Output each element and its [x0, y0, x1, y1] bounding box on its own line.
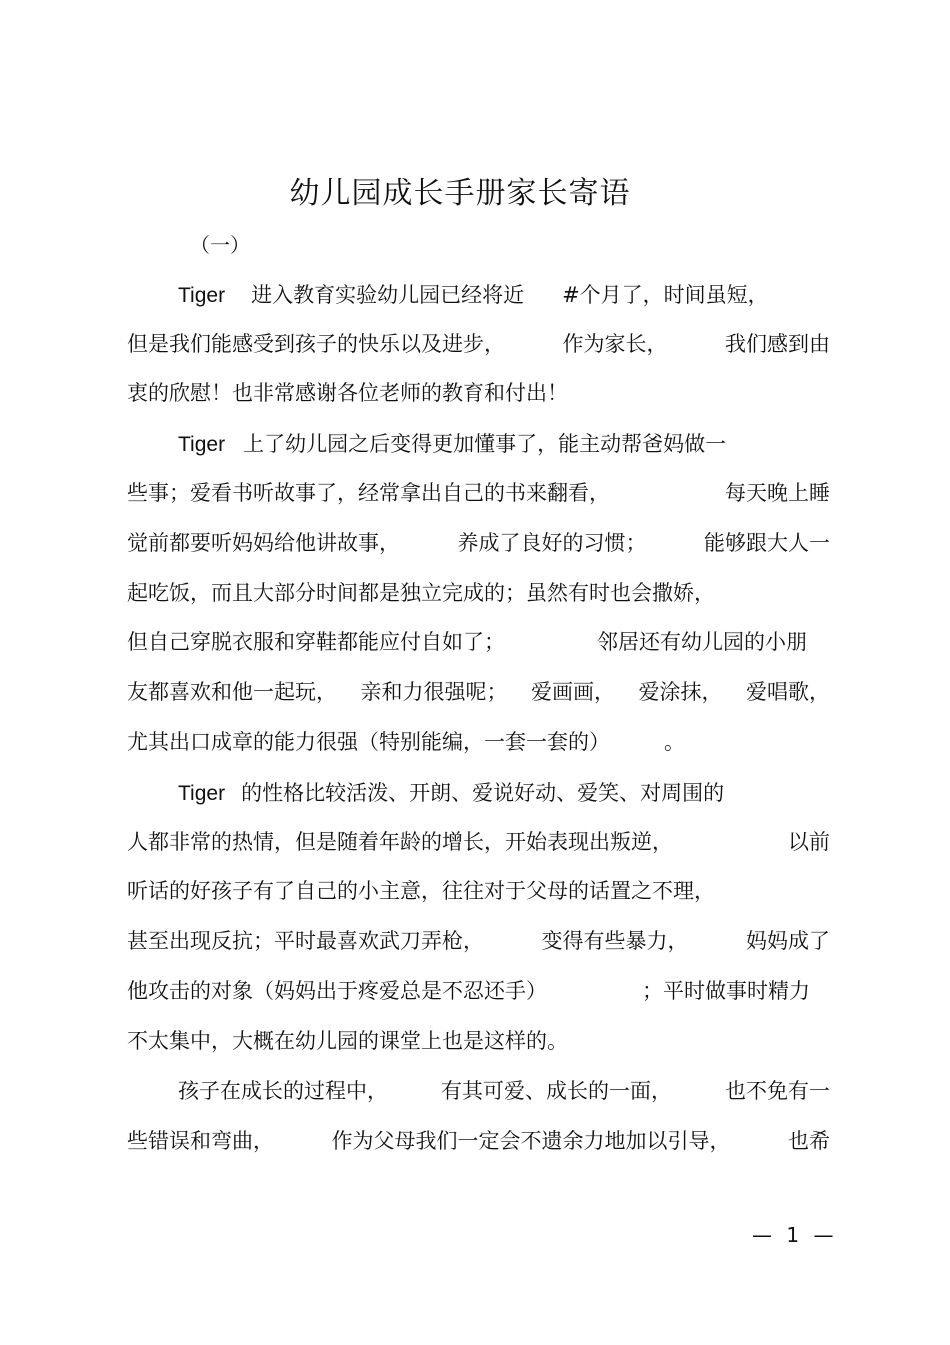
text-line: [127, 1025, 830, 1057]
section-marker: （一）: [190, 233, 250, 257]
text-segment: 。: [664, 730, 685, 754]
text-segment: 爱唱歌，: [746, 680, 830, 704]
text-segment: 能够跟大人一: [704, 531, 830, 555]
text-segment: 的性格比较活泼、开朗、爱说好动、爱笑、对周围的: [241, 781, 725, 805]
text-line: [178, 777, 830, 809]
text-segment: 人都非常的热情，但是随着年龄的增长，开始表现出叛逆，: [127, 830, 673, 854]
text-line: [127, 377, 830, 409]
text-segment: 以前: [788, 830, 830, 854]
document-title: 幼儿园成长手册家长寄语: [289, 176, 631, 211]
text-segment: 上了幼儿园之后变得更加懂事了，能主动帮爸妈做一: [243, 432, 727, 456]
text-segment: 不太集中，大概在幼儿园的课堂上也是这样的。: [127, 1029, 568, 1053]
text-line: [127, 726, 830, 758]
text-segment: 我们感到由: [725, 332, 830, 356]
text-segment: 每天晚上睡: [725, 481, 830, 505]
text-segment: #个月了，时间虽短，: [562, 283, 769, 307]
text-segment: Tiger: [178, 284, 226, 307]
text-segment: 些事；爱看书听故事了，经常拿出自己的书来翻看，: [127, 481, 610, 505]
text-segment: 他攻击的对象（妈妈出于疼爱总是不忍还手）: [127, 979, 547, 1003]
text-segment: 进入教育实验幼儿园已经将近: [251, 283, 525, 307]
text-segment: 甚至出现反抗；平时最喜欢武刀弄枪，: [127, 929, 484, 953]
text-segment: 听话的好孩子有了自己的小主意，往往对于父母的话置之不理，: [127, 879, 715, 903]
text-segment: 孩子在成长的过程中，: [178, 1079, 388, 1103]
text-segment: 爱涂抹，: [638, 680, 723, 704]
text-segment: 邻居还有幼儿园的小朋: [597, 630, 807, 654]
text-line: [127, 875, 830, 907]
text-segment: 作为家长，: [562, 332, 668, 356]
text-segment: 衷的欣慰！也非常感谢各位老师的教育和付出！: [127, 381, 568, 405]
text-segment: 有其可爱、成长的一面，: [441, 1079, 672, 1103]
text-line: [178, 279, 830, 311]
text-segment: 尤其出口成章的能力很强（特别能编，一套一套的）: [127, 730, 610, 754]
text-segment: 些错误和弯曲，: [127, 1129, 274, 1153]
text-line: [127, 975, 810, 1007]
text-segment: 觉前都要听妈妈给他讲故事，: [127, 531, 400, 555]
text-line: [127, 577, 830, 609]
text-segment: 作为父母我们一定会不遗余力地加以引导，: [331, 1129, 731, 1153]
text-segment: 养成了良好的习惯；: [457, 531, 647, 555]
text-line: [178, 1075, 830, 1107]
text-segment: 但是我们能感受到孩子的快乐以及进步，: [127, 332, 505, 356]
text-segment: 但自己穿脱衣服和穿鞋都能应付自如了；: [127, 630, 505, 654]
text-line: [127, 925, 830, 957]
text-segment: 友都喜欢和他一起玩，: [127, 680, 337, 704]
text-line: [127, 626, 807, 658]
text-segment: Tiger: [178, 782, 226, 805]
text-segment: 起吃饭，而且大部分时间都是独立完成的；虽然有时也会撒娇，: [127, 581, 715, 605]
text-line: [127, 477, 830, 509]
text-segment: 亲和力很强呢；: [360, 680, 508, 704]
text-line: [127, 1125, 830, 1157]
page-number: — 1 —: [752, 1223, 834, 1247]
text-line: [127, 527, 830, 559]
text-segment: 也不免有一: [725, 1079, 830, 1103]
text-segment: 变得有些暴力，: [541, 929, 689, 953]
text-line: [127, 328, 830, 360]
text-line: [127, 676, 830, 708]
text-line: [127, 826, 830, 858]
text-segment: 也希: [788, 1129, 830, 1153]
text-segment: 妈妈成了: [746, 929, 830, 953]
text-line: [178, 428, 830, 460]
text-segment: Tiger: [178, 433, 226, 456]
text-segment: 爱画画，: [531, 680, 615, 704]
text-segment: ；平时做事时精力: [642, 979, 810, 1003]
